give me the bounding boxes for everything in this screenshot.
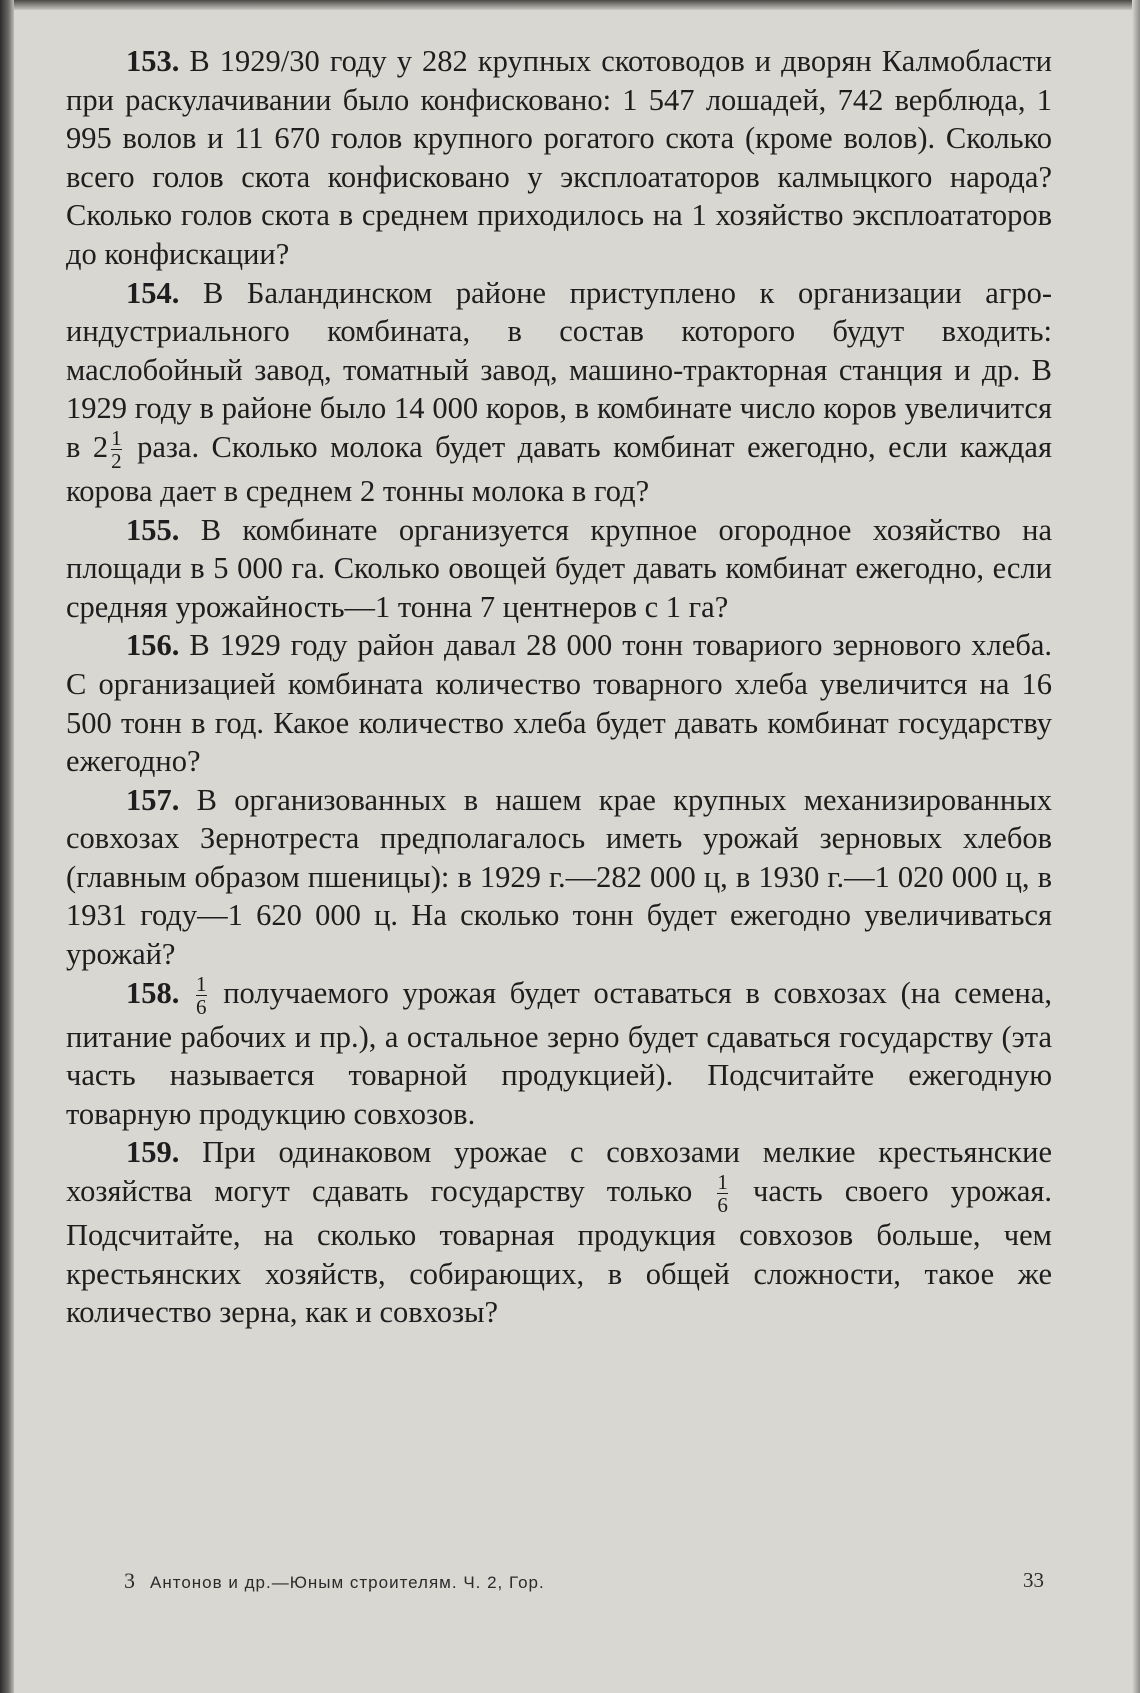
fraction: [196, 971, 207, 1019]
page-binding-shadow: [0, 0, 14, 1693]
problem-text: В Баландинском районе приступлено к организации агро-индустриального комбината, в состав которого будут входить: маслобойный завод, томатный завод, машино-тракторная станция и др. В 1929 году в районе было 14 000 коров, в комбинате число коров увеличится в 2: [66, 275, 1053, 464]
problem-text: В организованных в нашем крае крупных механизированных совхозах Зернотреста предполагалось иметь урожай зерновых хлебов (главным образом пшеницы): в 1929 г.—282 000 ц, в 1930 г.—1 020 000 ц, в 1931 году—1 620 000 ц. На сколько тонн будет ежегодно увеличиваться урожай?: [66, 782, 1052, 972]
fraction-denominator: 2: [111, 448, 122, 473]
problem-158: [66, 971, 1053, 1134]
problem-number: 156.: [126, 628, 180, 663]
page-right-edge: [1132, 0, 1140, 1693]
page-number: 33: [1023, 1568, 1044, 1592]
fraction-denominator: 6: [717, 1193, 728, 1218]
printer-signature: [124, 1568, 545, 1594]
problem-number: 158.: [126, 975, 180, 1010]
problem-text: В комбинате организуется крупное огородное хозяйство на площади в 5 000 га. Сколько овощей будет давать комбинат ежегодно, если средняя урожайность—1 тонна 7 центнеров с 1 га?: [66, 512, 1052, 624]
signature-number: 3: [124, 1568, 136, 1593]
fraction-numerator: 1: [196, 971, 207, 996]
problem-number: 153.: [126, 44, 180, 78]
problem-153: [66, 42, 1052, 274]
page-top-edge: [0, 0, 1140, 10]
problem-157: [66, 781, 1052, 974]
fraction-numerator: 1: [717, 1170, 728, 1195]
signature-text: Антонов и др.—Юным строителям. Ч. 2, Гор.: [150, 1573, 545, 1592]
problem-number: 155.: [126, 512, 180, 547]
problem-155: [66, 511, 1052, 627]
problem-text-continued: часть своего урожая. Подсчитайте, на сколько товарная продукция совхозов больше, чем крестьянских хозяйств, собирающих, в общей сложности, такое же количество зерна, как и совхозы?: [66, 1174, 1053, 1330]
fraction: [111, 425, 122, 473]
problem-number: 157.: [126, 782, 180, 817]
problem-text-continued: получаемого урожая будет оставаться в совхозах (на семена, питание рабочих и пр.), а остальное зерно будет сдаваться государству (эта часть называется товарной продукцией). Подсчитайте ежегодную товарную продукцию совхозов.: [66, 975, 1053, 1131]
fraction-numerator: 1: [111, 425, 122, 450]
problem-156: [66, 626, 1052, 780]
problem-number: 159.: [126, 1135, 180, 1170]
problem-text: В 1929 году район давал 28 000 тонн товариого зернового хлеба. С организацией комбината количество товарного хлеба увеличится на 16 500 тонн в год. Какое количество хлеба будет давать комбинат государству ежегодно?: [66, 628, 1052, 779]
problem-text-continued: раза. Сколько молока будет давать комбинат ежегодно, если каждая корова дает в среднем 2 тонны молока в год?: [66, 429, 1053, 508]
problem-154: [66, 274, 1052, 511]
page-content: [66, 42, 1052, 1332]
fraction-denominator: 6: [196, 994, 207, 1019]
problem-number: 154.: [126, 275, 180, 310]
fraction: [717, 1172, 728, 1216]
problem-text: При одинаковом урожае с совхозами мелкие крестьянские хозяйства могут сдавать государству только: [66, 1135, 1052, 1209]
problem-text: В 1929/30 году у 282 крупных скотоводов и дворян Калмобласти при раскулачивании было конфисковано: 1 547 лошадей, 742 верблюда, 1 995 волов и 11 670 голов крупного рогатого скота (кроме волов). Сколько всего голов скота конфисковано у эксплоататоров калмыцкого народа? Сколько голов скота в среднем приходилось на 1 хозяйство эксплоататоров до конфискации?: [66, 44, 1052, 271]
problem-159: [66, 1133, 1052, 1331]
